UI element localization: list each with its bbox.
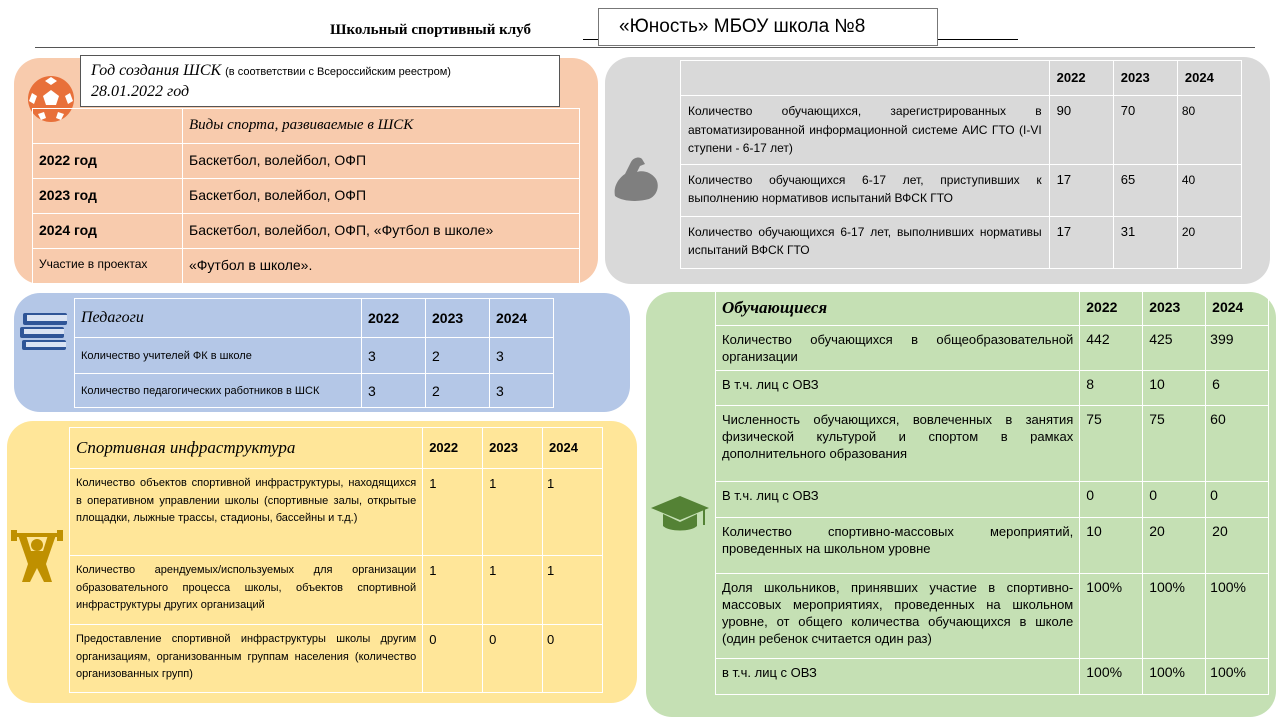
flexed-bicep-icon — [611, 152, 661, 204]
students-title: Обучающиеся — [716, 290, 1080, 326]
row-label: В т.ч. лиц с ОВЗ — [716, 482, 1080, 518]
row-label: Количество педагогических работников в ШСК — [75, 374, 362, 408]
value-cell: 8 — [1080, 371, 1143, 406]
value-cell: 100% — [1080, 574, 1143, 659]
value-cell: 17 — [1049, 164, 1113, 216]
students-table — [715, 289, 1269, 695]
table-row — [716, 290, 1269, 326]
table-row — [716, 574, 1269, 659]
year-header: 2023 — [1143, 290, 1206, 326]
table-row — [681, 164, 1242, 216]
value-cell: 70 — [1113, 96, 1177, 165]
header-divider — [35, 47, 1255, 48]
value-cell: 80 — [1177, 96, 1241, 165]
value-cell: 17 — [1049, 216, 1113, 268]
row-label: Количество обучающихся 6-17 лет, приступивших к выполнению нормативов испытаний ВФСК ГТО — [681, 164, 1050, 216]
books-stack-icon — [18, 304, 70, 354]
table-row — [70, 556, 603, 625]
table-row — [75, 338, 554, 374]
founded-note: (в соответствии с Всероссийским реестром) — [225, 66, 451, 78]
table-cell — [33, 109, 183, 144]
table-row — [70, 428, 603, 469]
value-cell: 3 — [362, 374, 426, 408]
table-row — [75, 374, 554, 408]
gto-table — [680, 60, 1242, 269]
row-label: Количество объектов спортивной инфраструктуры, находящихся в оперативном управлении школы (спортивные залы, открытые площадки, лыжные трассы, стадионы, бассейны и т.д.) — [70, 469, 423, 556]
header-underline — [583, 39, 599, 40]
year-header: 2022 — [1080, 290, 1143, 326]
sports-value: Баскетбол, волейбол, ОФП — [183, 179, 580, 214]
graduation-cap-icon — [649, 494, 711, 534]
row-label: Количество обучающихся, зарегистрированных в автоматизированной информационной системе АИС ГТО (I-VI ступени - 6-17 лет) — [681, 96, 1050, 165]
table-row — [33, 249, 580, 284]
value-cell: 75 — [1080, 406, 1143, 482]
year-header: 2024 — [1177, 61, 1241, 96]
row-label: Количество арендуемых/используемых для организации образовательного процесса школы, объектов спортивной инфраструктуры других организаций — [70, 556, 423, 625]
teachers-table — [74, 298, 554, 408]
table-row — [33, 214, 580, 249]
table-row — [681, 61, 1242, 96]
value-cell: 0 — [543, 625, 603, 693]
club-name-box: «Юность» МБОУ школа №8 — [598, 8, 938, 46]
table-row — [33, 179, 580, 214]
table-row — [33, 109, 580, 144]
value-cell: 100% — [1143, 574, 1206, 659]
value-cell: 0 — [423, 625, 483, 693]
row-label: Количество обучающихся 6-17 лет, выполнивших нормативы испытаний ВФСК ГТО — [681, 216, 1050, 268]
year-header: 2022 — [423, 428, 483, 469]
row-label: Количество спортивно-массовых мероприятий, проведенных на школьном уровне — [716, 518, 1080, 574]
projects-value: «Футбол в школе». — [183, 249, 580, 284]
value-cell: 3 — [490, 338, 554, 374]
value-cell: 1 — [483, 556, 543, 625]
header-underline-right — [938, 39, 1018, 40]
row-label: Количество учителей ФК в школе — [75, 338, 362, 374]
row-label: Количество обучающихся в общеобразовательной организации — [716, 326, 1080, 371]
year-header: 2022 — [362, 299, 426, 338]
year-label: 2024 год — [33, 214, 183, 249]
value-cell: 1 — [543, 469, 603, 556]
value-cell: 20 — [1143, 518, 1206, 574]
value-cell: 100% — [1143, 659, 1206, 695]
value-cell: 1 — [543, 556, 603, 625]
year-header: 2024 — [1206, 290, 1269, 326]
table-row — [681, 216, 1242, 268]
value-cell: 425 — [1143, 326, 1206, 371]
value-cell: 100% — [1080, 659, 1143, 695]
table-row — [716, 518, 1269, 574]
value-cell: 20 — [1206, 518, 1269, 574]
value-cell: 0 — [1080, 482, 1143, 518]
year-header: 2023 — [483, 428, 543, 469]
header-label: Школьный спортивный клуб — [330, 22, 531, 38]
value-cell: 1 — [423, 469, 483, 556]
table-row — [716, 326, 1269, 371]
founded-label: Год создания ШСК — [91, 62, 222, 79]
year-header: 2023 — [426, 299, 490, 338]
table-cell — [681, 61, 1050, 96]
teachers-title: Педагоги — [75, 299, 362, 338]
sports-value: Баскетбол, волейбол, ОФП, «Футбол в школе» — [183, 214, 580, 249]
value-cell: 3 — [490, 374, 554, 408]
table-row — [70, 625, 603, 693]
value-cell: 40 — [1177, 164, 1241, 216]
table-row — [716, 406, 1269, 482]
year-header: 2022 — [1049, 61, 1113, 96]
year-header: 2024 — [543, 428, 603, 469]
founded-box — [80, 55, 560, 107]
value-cell: 2 — [426, 338, 490, 374]
row-label: Предоставление спортивной инфраструктуры школы другим организациям, организованным группам населения (количество организованных групп) — [70, 625, 423, 693]
value-cell: 10 — [1080, 518, 1143, 574]
weightlifter-icon — [10, 530, 64, 584]
value-cell: 0 — [483, 625, 543, 693]
sports-header: Виды спорта, развиваемые в ШСК — [183, 109, 580, 144]
table-row — [681, 96, 1242, 165]
value-cell: 1 — [423, 556, 483, 625]
row-label: Доля школьников, принявших участие в спортивно-массовых мероприятиях, проведенных на школьном уровне, от общего количества обучающихся в школе (один ребенок считается один раз) — [716, 574, 1080, 659]
value-cell: 65 — [1113, 164, 1177, 216]
table-row — [33, 144, 580, 179]
projects-label: Участие в проектах — [33, 249, 183, 284]
value-cell: 399 — [1206, 326, 1269, 371]
value-cell: 10 — [1143, 371, 1206, 406]
value-cell: 60 — [1206, 406, 1269, 482]
value-cell: 90 — [1049, 96, 1113, 165]
year-header: 2023 — [1113, 61, 1177, 96]
value-cell: 100% — [1206, 574, 1269, 659]
value-cell: 2 — [426, 374, 490, 408]
value-cell: 6 — [1206, 371, 1269, 406]
table-row — [716, 659, 1269, 695]
founded-date: 28.01.2022 год — [91, 83, 190, 100]
table-row — [70, 469, 603, 556]
table-row — [716, 371, 1269, 406]
year-header: 2024 — [490, 299, 554, 338]
infrastructure-table — [69, 427, 603, 693]
row-label: в т.ч. лиц с ОВЗ — [716, 659, 1080, 695]
year-label: 2023 год — [33, 179, 183, 214]
value-cell: 100% — [1206, 659, 1269, 695]
year-label: 2022 год — [33, 144, 183, 179]
row-label: Численность обучающихся, вовлеченных в занятия физической культурой и спортом в рамках дополнительного образования — [716, 406, 1080, 482]
value-cell: 442 — [1080, 326, 1143, 371]
value-cell: 3 — [362, 338, 426, 374]
value-cell: 20 — [1177, 216, 1241, 268]
value-cell: 31 — [1113, 216, 1177, 268]
value-cell: 1 — [483, 469, 543, 556]
value-cell: 0 — [1143, 482, 1206, 518]
table-row — [75, 299, 554, 338]
sports-table — [32, 108, 580, 284]
value-cell: 75 — [1143, 406, 1206, 482]
value-cell: 0 — [1206, 482, 1269, 518]
table-row — [716, 482, 1269, 518]
sports-value: Баскетбол, волейбол, ОФП — [183, 144, 580, 179]
infrastructure-title: Спортивная инфраструктура — [70, 428, 423, 469]
row-label: В т.ч. лиц с ОВЗ — [716, 371, 1080, 406]
